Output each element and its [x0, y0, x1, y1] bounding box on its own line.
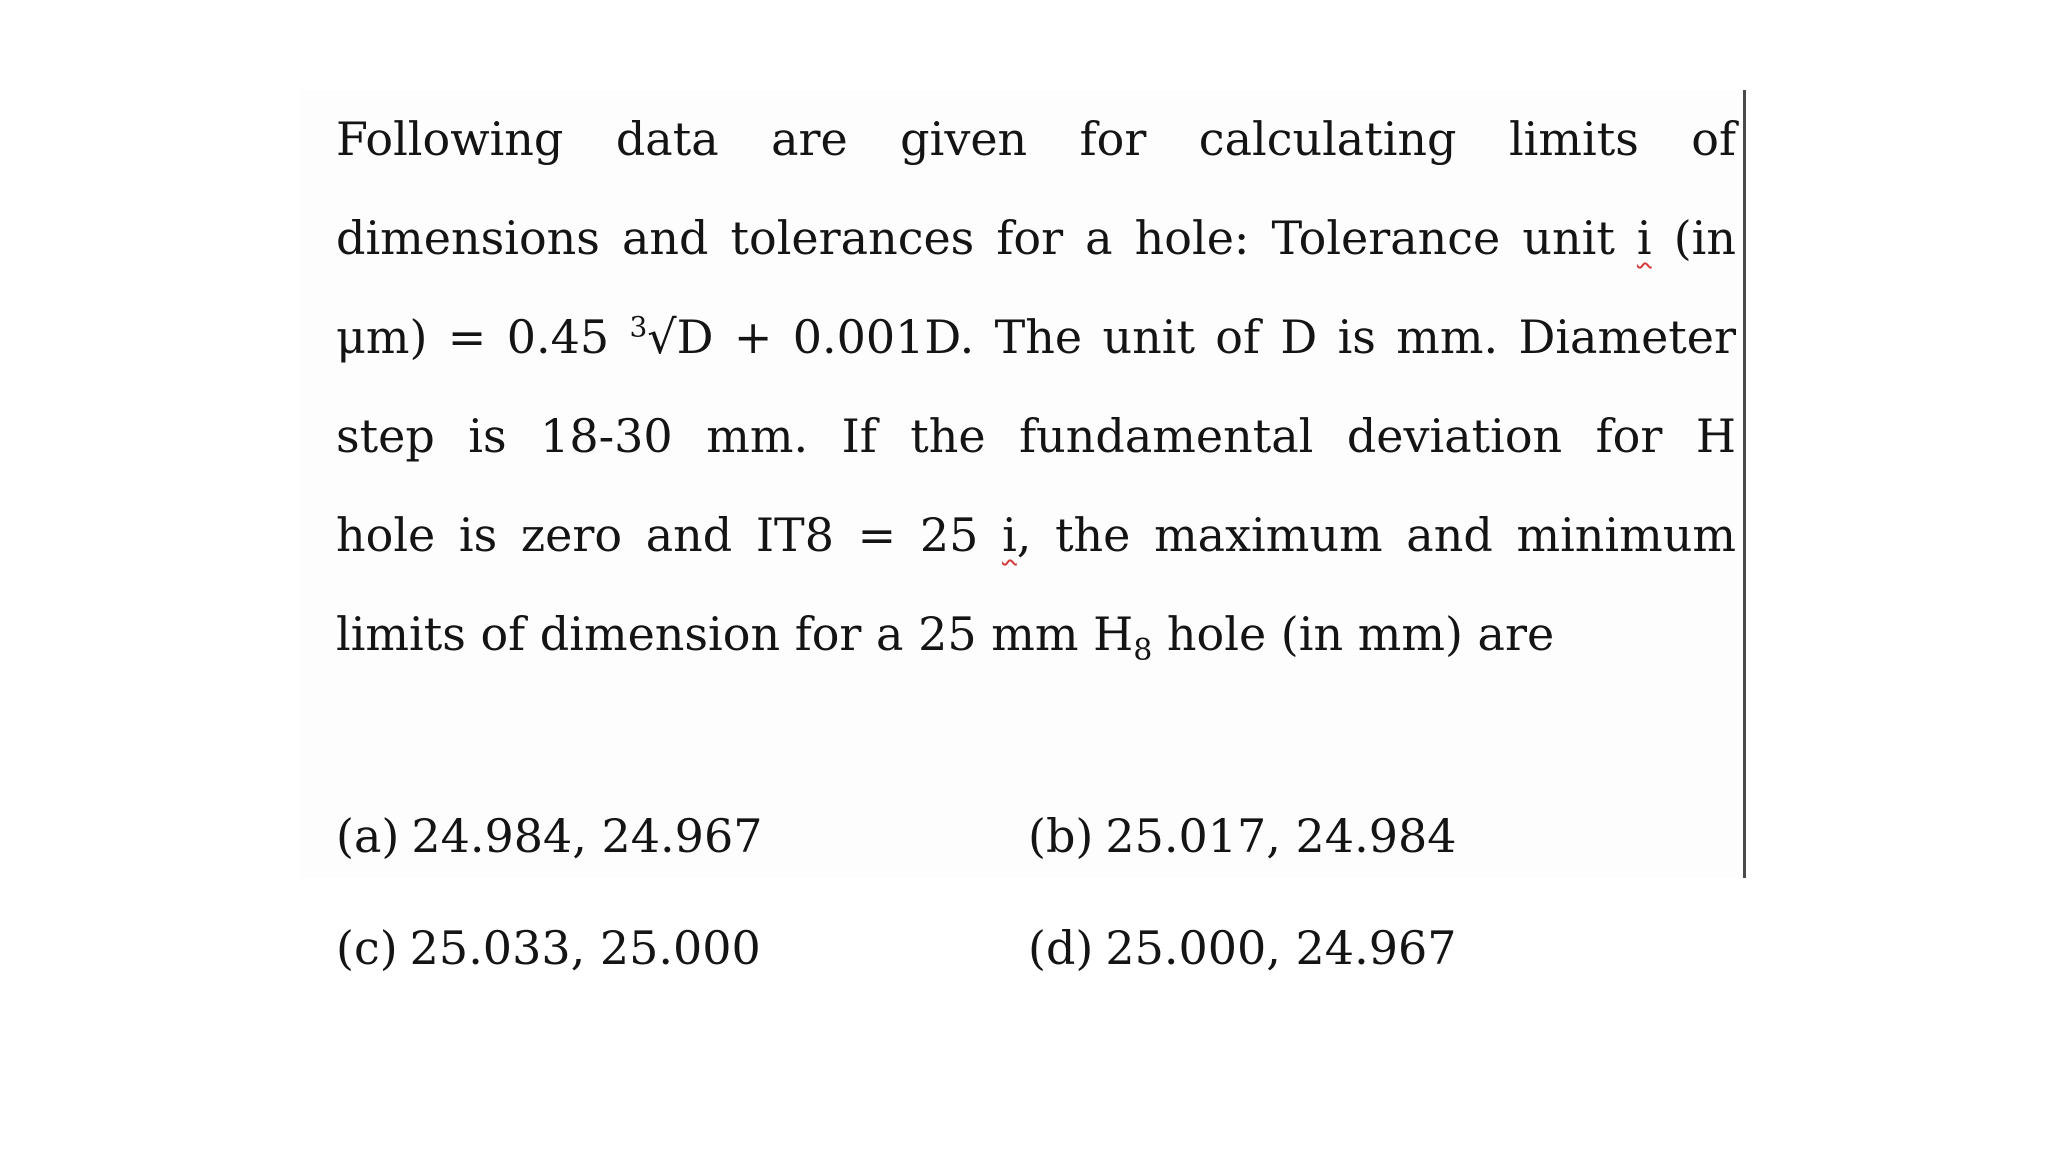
question-line-4: step is 18-30 mm. If the fundamental deviation for H: [336, 409, 1736, 463]
spellcheck-word: i: [1636, 211, 1652, 265]
option-b[interactable]: [1028, 780, 1457, 892]
options-row-1: [336, 780, 1736, 892]
question-line-6: limits of dimension for a 25 mm $H_8$ hole (in mm) are: [336, 607, 1555, 668]
options-row-2: [336, 892, 1736, 1004]
question-text: [336, 90, 1736, 684]
option-letter: (b): [1028, 809, 1094, 863]
option-value: 24.984, 24.967: [411, 809, 763, 863]
option-a[interactable]: [336, 780, 762, 892]
option-value: 25.017, 24.984: [1105, 809, 1457, 863]
answer-options: [336, 780, 1736, 1004]
option-value: 25.000, 24.967: [1105, 921, 1457, 975]
question-line-2: dimensions and tolerances for a hole: Tolerance unit i (in: [336, 211, 1736, 265]
question-line-5: hole is zero and IT8 = 25 i, the maximum and minimum: [336, 508, 1736, 562]
question-line-1: Following data are given for calculating limits of: [336, 112, 1736, 166]
spellcheck-word: i: [1002, 508, 1017, 562]
option-c[interactable]: [336, 892, 761, 1004]
option-letter: (d): [1028, 921, 1094, 975]
fit-grade-subscript: 8: [1133, 633, 1153, 668]
option-d[interactable]: [1028, 892, 1457, 1004]
option-letter: (c): [336, 921, 398, 975]
cube-root-index: 3: [629, 310, 648, 344]
question-line-3: μm) = 0.45 $^3$√D + 0.001D. The unit of D is mm. Diameter: [336, 310, 1737, 364]
option-value: 25.033, 25.000: [409, 921, 761, 975]
option-letter: (a): [336, 809, 400, 863]
right-border-line: [1743, 90, 1746, 878]
question-card: [300, 90, 1746, 975]
